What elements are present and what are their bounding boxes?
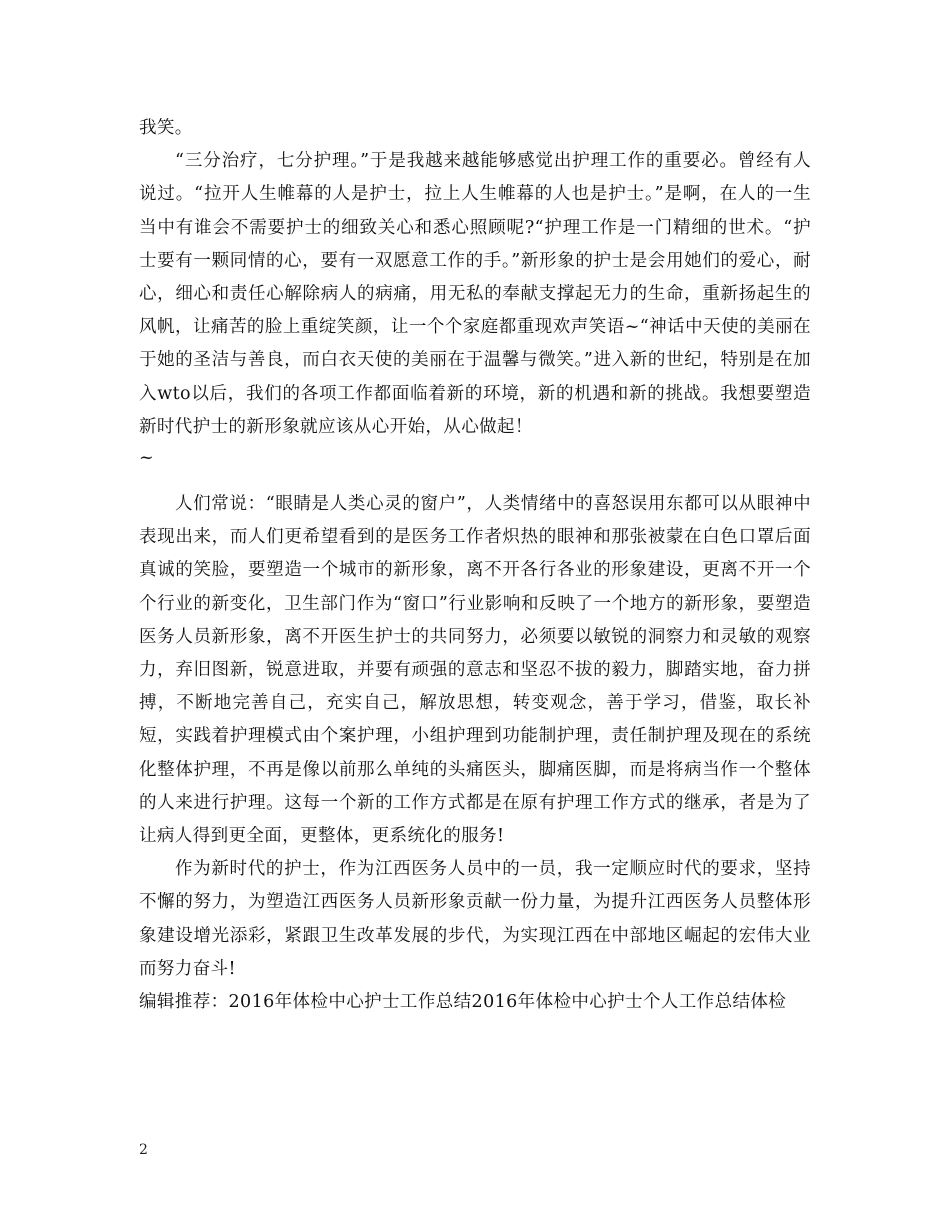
paragraph-continuation: 我笑。 (139, 118, 193, 138)
page-number: 2 (139, 1142, 148, 1158)
paragraph-editor-recommendation: 编辑推荐：2016年体检中心护士工作总结2016年体检中心护士个人工作总结体检 (139, 992, 787, 1013)
paragraph-tilde: ~ (139, 448, 155, 469)
paragraph-new-image: 人们常说：“眼睛是人类心灵的窗户”，人类情绪中的喜怒误用东都可以从眼神中表现出来，而人们更希望看到的是医务工作者炽热的眼神和那张被蒙在白色口罩后面真诚的笑脸，要塑造一个城市的新形象，离不开各行各业的形象建设，更离不开一个个行业的新变化，卫生部门作为“窗口”行业影响和反映了一个地方的新形象，要塑造医务人员新形象，离不开医生护士的共同努力，必须要以敏锐的洞察力和灵敏的观察力，弃旧图新，锐意进取，并要有顽强的意志和坚忍不拔的毅力，脚踏实地，奋力拼搏，不断地完善自己，充实自己，解放思想，转变观念，善于学习，借鉴，取长补短，实践着护理模式由个案护理，小组护理到功能制护理，责任制护理及现在的系统化整体护理，不再是像以前那么单纯的头痛医头，脚痛医脚，而是将病当作一个整体的人来进行护理。这每一个新的工作方式都是在原有护理工作方式的继承，者是为了让病人得到更全面，更整体，更系统化的服务! (139, 494, 811, 847)
document-body (139, 112, 811, 1019)
paragraph-commitment: 作为新时代的护士，作为江西医务人员中的一员，我一定顺应时代的要求，坚持不懈的努力，为塑造江西医务人员新形象贡献一份力量，为提升江西医务人员整体形象建设增光添彩，紧跟卫生改革发展的步代，为实现江西在中部地区崛起的宏伟大业而努力奋斗! (139, 859, 811, 979)
paragraph-nursing-importance: “三分治疗，七分护理。”于是我越来越能够感觉出护理工作的重要必。曾经有人说过。“拉开人生帷幕的人是护士，拉上人生帷幕的人也是护士。”是啊，在人的一生当中有谁会不需要护士的细致关心和悉心照顾呢?“护理工作是一门精细的世术。“护士要有一颗同情的心，要有一双愿意工作的手。”新形象的护士是会用她们的爱心，耐心，细心和责任心解除病人的病痛，用无私的奉献支撑起无力的生命，重新扬起生的风帆，让痛苦的脸上重绽笑颜，让一个个家庭都重现欢声笑语~“神话中天使的美丽在于她的圣洁与善良，而白衣天使的美丽在于温馨与微笑。”进入新的世纪，特别是在加入wto以后，我们的各项工作都面临着新的环境，新的机遇和新的挑战。我想要塑造新时代护士的新形象就应该从心开始，从心做起！ (139, 151, 811, 437)
